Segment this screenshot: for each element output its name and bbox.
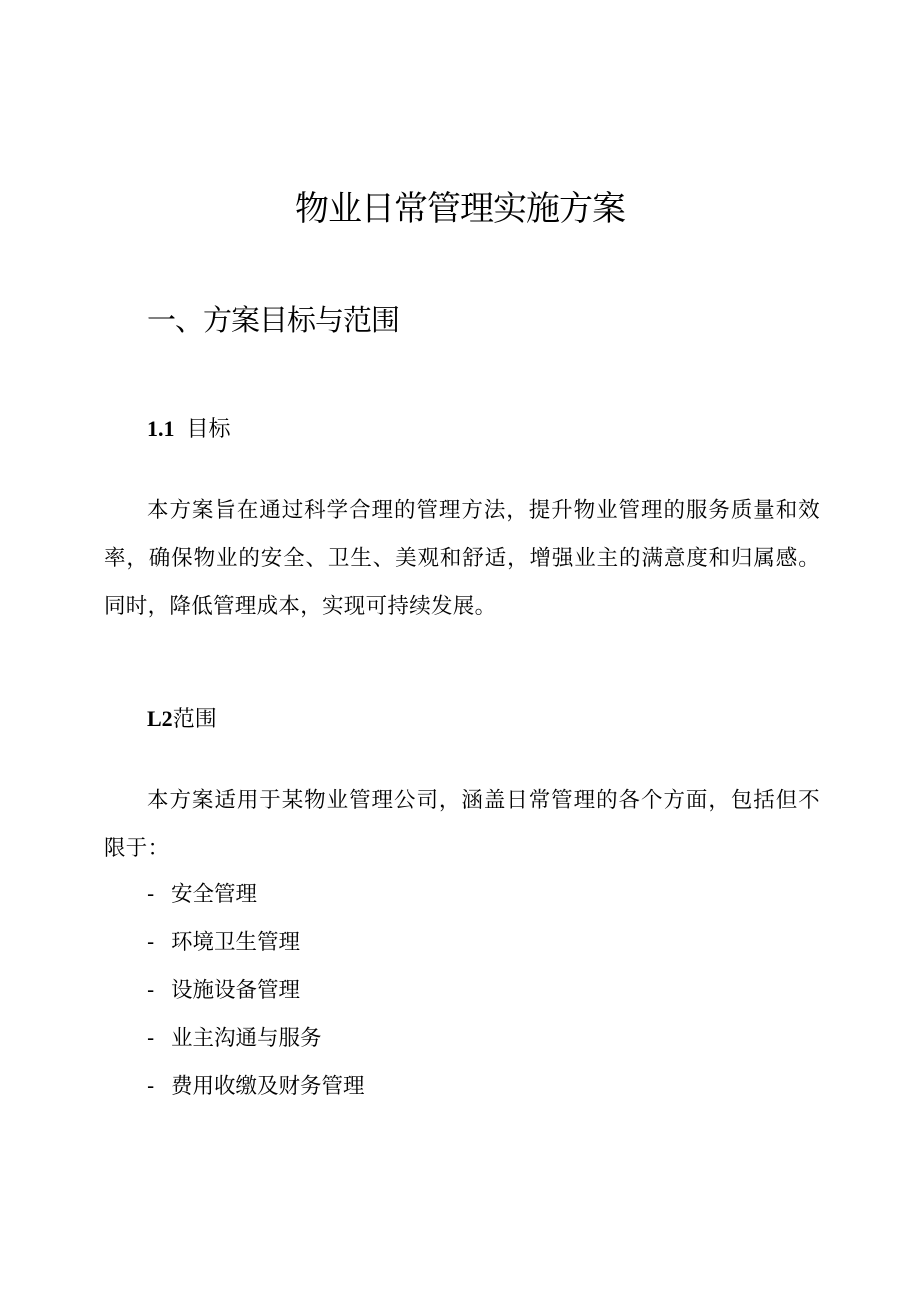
list-item-text: 费用收缴及财务管理	[171, 1074, 365, 1099]
list-bullet: -	[147, 882, 155, 907]
subsection-title: 范围	[172, 707, 217, 732]
list-bullet: -	[147, 978, 155, 1003]
subsection-heading-goals	[147, 414, 231, 445]
list-item-text: 业主沟通与服务	[171, 1026, 322, 1051]
subsection-title: 目标	[186, 417, 231, 442]
list-item	[147, 967, 365, 1015]
list-item	[147, 871, 365, 919]
goals-paragraph: 本方案旨在通过科学合理的管理方法，提升物业管理的服务质量和效率，确保物业的安全、卫生、美观和舒适，增强业主的满意度和归属感。同时，降低管理成本，实现可持续发展。	[104, 498, 820, 619]
list-bullet: -	[147, 930, 155, 955]
subsection-heading-scope	[147, 704, 217, 735]
list-bullet: -	[147, 1074, 155, 1099]
list-item-text: 安全管理	[171, 882, 258, 907]
list-item	[147, 919, 365, 967]
list-item	[147, 1063, 365, 1111]
document-title: 物业日常管理实施方案	[295, 189, 625, 229]
list-item-text: 环境卫生管理	[171, 930, 301, 955]
list-item	[147, 1015, 365, 1063]
section-heading-goals-scope: 一、方案目标与范围	[147, 303, 400, 337]
list-bullet: -	[147, 1026, 155, 1051]
subsection-number: 1.1	[147, 416, 175, 441]
scope-paragraph: 本方案适用于某物业管理公司，涵盖日常管理的各个方面，包括但不限于：	[104, 788, 820, 861]
scope-list	[147, 871, 365, 1111]
subsection-number: L2	[147, 706, 173, 731]
list-item-text: 设施设备管理	[171, 978, 301, 1003]
